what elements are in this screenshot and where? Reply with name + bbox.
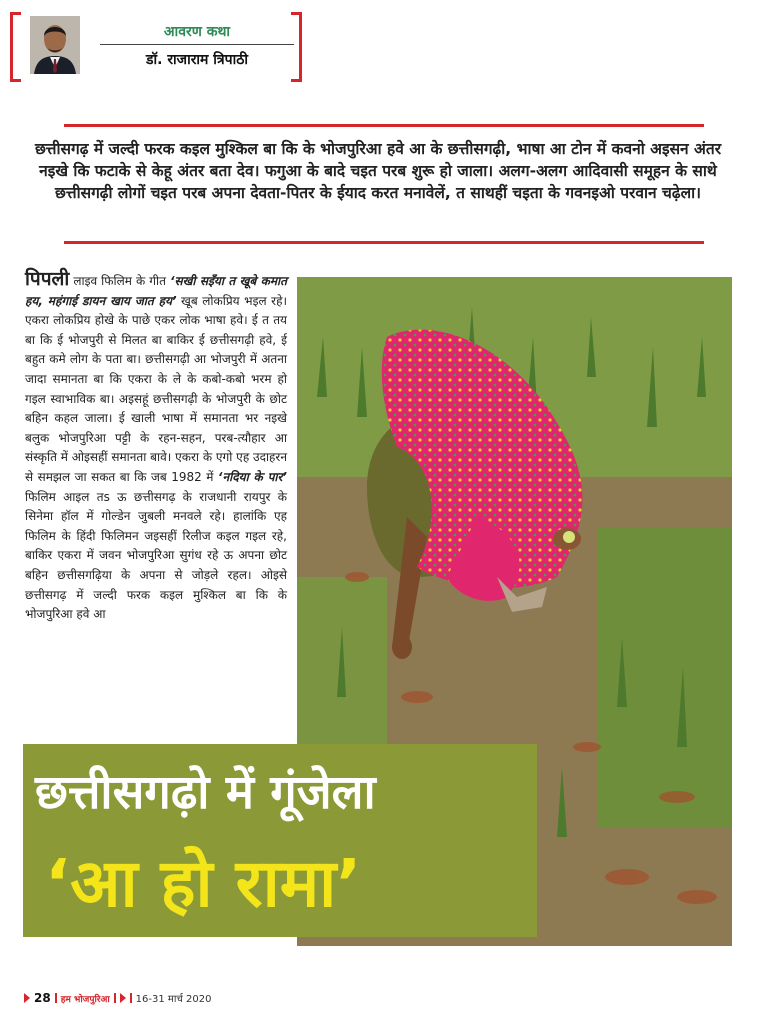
section-label: आवरण कथा: [163, 24, 231, 40]
article-body: [25, 270, 287, 625]
issue-date: 16-31 मार्च 2020: [135, 994, 212, 1005]
body-part-1: खूब लोकप्रिय भइल रहे। एकरा लोकप्रिय होखे के पाछे एकर लोक भाषा हवे। ई त तय बा कि ई भोजपुरी से मिलत बा बाकिर ई छत्तीसगढ़ी हवे, ई बहुत कमे लोग के पता बा। छत्तीसगढ़ी आ भोजपुरी में अतना जादा समानता बा कि एकरा के ले के कबो-कबो भरम हो गइल स्वाभाविक बा। अइसहूं छत्तीसगढ़ी के भोजपुरी के छोट बहिन कहल जाला। ई खाली भाषा में समानता भर नइखे बलुक भोजपुरिआ पट्टी के रहन-सहन, परब-त्यौहार आ संस्कृति में ओइसहीं समानता बावे। एकरा के एगो एह उदाहरन से समझल जा सकत बा कि जब 1982 में: [25, 293, 288, 484]
footer-divider: [130, 993, 132, 1003]
footer-marker-icon: [24, 993, 30, 1003]
magazine-name: हम भोजपुरिआ: [60, 994, 110, 1005]
footer-marker-icon: [120, 993, 126, 1003]
dropcap-word: पिपली: [25, 268, 70, 290]
headline-line-2: ‘आ हो रामा’: [45, 845, 362, 922]
footer-divider: [55, 993, 57, 1003]
article-header: [10, 12, 302, 78]
song-quote: ‘सखी सइँया त खूबे कमात हय, महंगाई डायन खाय जात हय’: [25, 274, 287, 308]
author-avatar: [30, 16, 80, 74]
author-name: डॉ. राजाराम त्रिपाठी: [146, 52, 248, 68]
body-intro: लाइव फिलिम के गीत: [69, 274, 170, 288]
deck-bottom-rule: [64, 241, 704, 244]
body-part-2: फिलिम आइल तs ऊ छत्तीसगढ़ के राजधानी रायपुर के सिनेमा हॉल में गोल्डेन जुबली मनवले रहे। हालांकि एह फिलिम के हिंदी फिलिमन जइसहीं रिलीज कइल गइल रहे, बाकिर एकरा में जवन भोजपुरिआ सुगंध रहे ऊ अपना छोट बहिन छत्तीसगढ़िया के अपना से जोड़ले रहल। ओइसे छत्तीसगढ़ में जल्दी फरक कइल मुश्किल बा कि के भोजपुरिआ हवे आ: [25, 489, 287, 622]
footer-divider: [114, 993, 116, 1003]
right-bracket: [291, 12, 302, 82]
headline-box: [23, 744, 537, 937]
film-quote: ‘नदिया के पार’: [217, 469, 287, 484]
headline-line-1: छत्तीसगढ़ो में गूंजेला: [35, 765, 376, 820]
header-divider: [100, 44, 294, 45]
page-number: 28: [34, 991, 51, 1005]
deck-summary: छत्तीसगढ़ में जल्दी फरक कइल मुश्किल बा कि के भोजपुरिआ हवे आ के छत्तीसगढ़ी, भाषा आ टोन में कवनो अइसन अंतर नइखे कि फटाके से केहू अंतर बता देव। फगुआ के बादे चइत परब शुरू हो जाला। अलग-अलग आदिवासी समूहन के साथे छत्तीसगढ़ी लोगों चइत परब अपना देवता-पितर के ईयाद करत मनावेलें, त साथहीं चइता के गवनइओ परवान चढ़ेला।: [34, 140, 722, 202]
page-footer: [24, 989, 211, 1007]
left-bracket: [10, 12, 21, 82]
deck-top-rule: [64, 124, 704, 127]
